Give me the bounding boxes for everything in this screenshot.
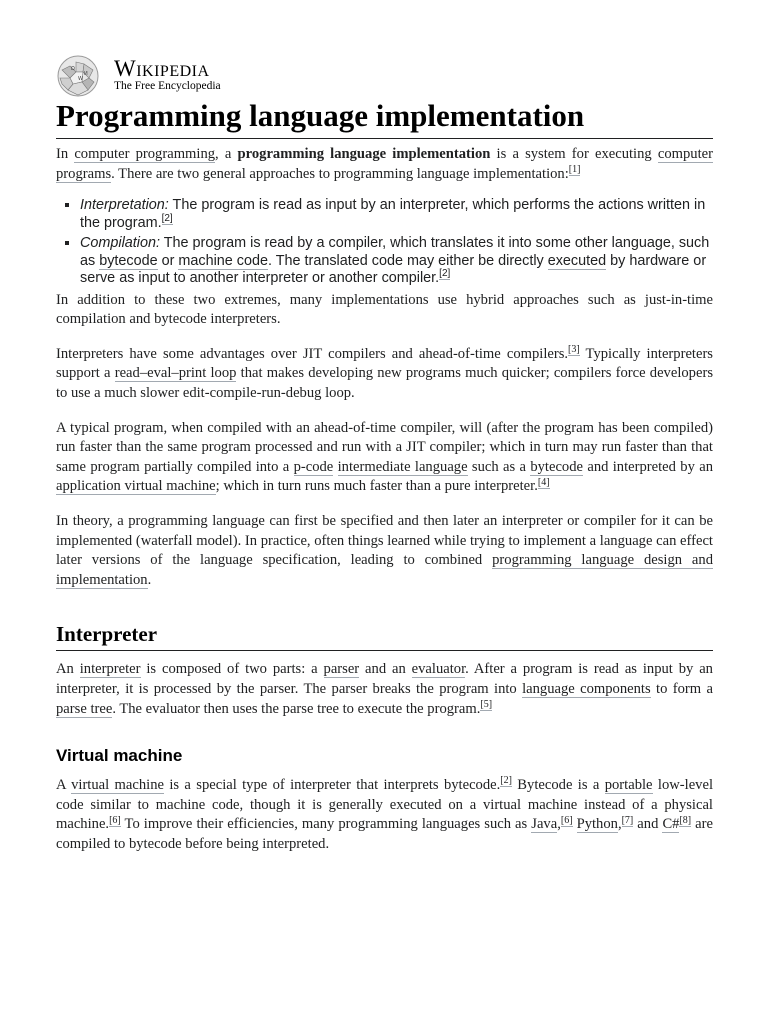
term-interpretation: Interpretation: — [80, 197, 169, 214]
paragraph-virtual-machine: A virtual machine is a special type of interpreter that interprets bytecode.[2] Bytecode is a portable low-level code similar to machine code, though it is generally executed on a virtual machine instead of a physical machine.[6] To improve their efficiencies, many programming languages such as Java,[6] Python,[7] and C#[8] are compiled to bytecode before being interpreted. — [56, 775, 713, 852]
citation-2b[interactable]: [2] — [439, 268, 451, 280]
wikipedia-wordmark[interactable]: Wikipedia — [114, 56, 210, 81]
citation-4[interactable]: [4] — [537, 476, 550, 488]
list-item-interpretation: ▪ Interpretation: The program is read as input by an interpreter, which performs the actions written in the program.[2] — [80, 197, 713, 232]
svg-text:W: W — [78, 76, 83, 82]
term-compilation: Compilation: — [80, 235, 160, 252]
list-item-compilation: ▪ Compilation: The program is read by a compiler, which translates it into some other language, such as bytecode or machine code. The translated code may either be directly executed by hardware or serve as input to another interpreter or another compiler.[2] — [80, 235, 713, 288]
section-heading-virtual-machine: Virtual machine — [56, 746, 183, 766]
link-bytecode-2[interactable]: bytecode — [530, 458, 583, 475]
link-portable[interactable]: portable — [604, 777, 653, 794]
link-computer-programs[interactable]: computer programs — [56, 146, 713, 182]
link-p-code[interactable]: p-code — [293, 458, 334, 475]
bold-term: programming language implementation — [237, 146, 491, 162]
link-executed[interactable]: executed — [547, 252, 607, 269]
link-language-components[interactable]: language components — [522, 681, 651, 697]
approaches-list — [56, 197, 713, 288]
link-application-virtual-machine[interactable]: application virtual machine — [56, 478, 216, 495]
citation-5[interactable]: [5] — [480, 698, 493, 710]
link-parse-tree[interactable]: parse tree — [56, 700, 113, 717]
paragraph-theory: In theory, a programming language can first be specified and then later an interpreter or compiler for it can be implemented (waterfall model). In practice, often things learned while trying to implement a language can effect later versions of the language specification, leading to combined programming language design and implementation. — [56, 513, 714, 588]
link-language-design-implementation[interactable]: programming language design and implementation — [56, 552, 714, 588]
site-header — [56, 54, 716, 98]
link-intermediate-language[interactable]: intermediate language — [337, 458, 468, 475]
paragraph-advantages: Interpreters have some advantages over JIT compilers and ahead-of-time compilers.[3] Typically interpreters support a read–eval–print loop that makes developing new programs much quicker; compilers force developers to use a much slower edit-compile-run-debug loop. — [56, 344, 713, 402]
citation-8[interactable]: [8] — [679, 814, 692, 826]
link-evaluator[interactable]: evaluator — [411, 661, 466, 678]
paragraph-interpreter: An interpreter is composed of two parts: a parser and an evaluator. After a program is read as input by an interpreter, it is processed by the parser. The parser breaks the program into language components to form a parse tree. The evaluator then uses the parse tree to execute the program.[5] — [56, 661, 713, 717]
link-virtual-machine[interactable]: virtual machine — [71, 777, 164, 794]
citation-2[interactable]: [2] — [161, 212, 173, 224]
link-csharp[interactable]: C# — [662, 816, 680, 833]
citation-1[interactable]: [1] — [568, 163, 581, 175]
link-java[interactable]: Java — [531, 816, 558, 833]
link-interpreter[interactable]: interpreter — [79, 661, 141, 678]
wikipedia-globe-logo[interactable] — [56, 54, 100, 98]
citation-7[interactable]: [7] — [621, 814, 634, 826]
link-machine-code[interactable]: machine code — [178, 252, 269, 269]
link-repl[interactable]: read–eval–print loop — [114, 365, 237, 382]
intro-paragraph: In computer programming, a programming language implementation is a system for executing computer programs. There are two general approaches to programming language implementation:[1] — [56, 146, 713, 182]
link-parser[interactable]: parser — [323, 661, 360, 678]
wikipedia-tagline: The Free Encyclopedia — [114, 80, 221, 92]
svg-text:И: И — [84, 71, 88, 77]
citation-2c[interactable]: [2] — [500, 775, 512, 787]
link-python[interactable]: Python — [576, 816, 618, 833]
citation-3[interactable]: [3] — [568, 344, 580, 356]
paragraph-hybrid: In addition to these two extremes, many implementations use hybrid approaches such as just-in-time compilation and bytecode interpreters. — [56, 291, 713, 328]
svg-text:Ω: Ω — [71, 66, 75, 72]
page-title: Programming language implementation — [56, 96, 713, 139]
citation-6[interactable]: [6] — [109, 814, 121, 826]
link-bytecode[interactable]: bytecode — [99, 252, 158, 269]
citation-6b[interactable]: [6] — [560, 814, 573, 826]
article-content — [56, 96, 713, 855]
paragraph-typical-program: A typical program, when compiled with an ahead-of-time compiler, will (after the program has been compiled) run faster than the same program processed and run with a JIT compiler; which in turn may run faster than that same program partially compiled into a p-code intermediate language such as a bytecode and interpreted by an application virtual machine; which in turn runs much faster than a pure interpreter.[4] — [56, 419, 713, 495]
section-heading-interpreter: Interpreter — [56, 620, 713, 651]
link-computer-programming[interactable]: computer programming — [74, 146, 216, 162]
